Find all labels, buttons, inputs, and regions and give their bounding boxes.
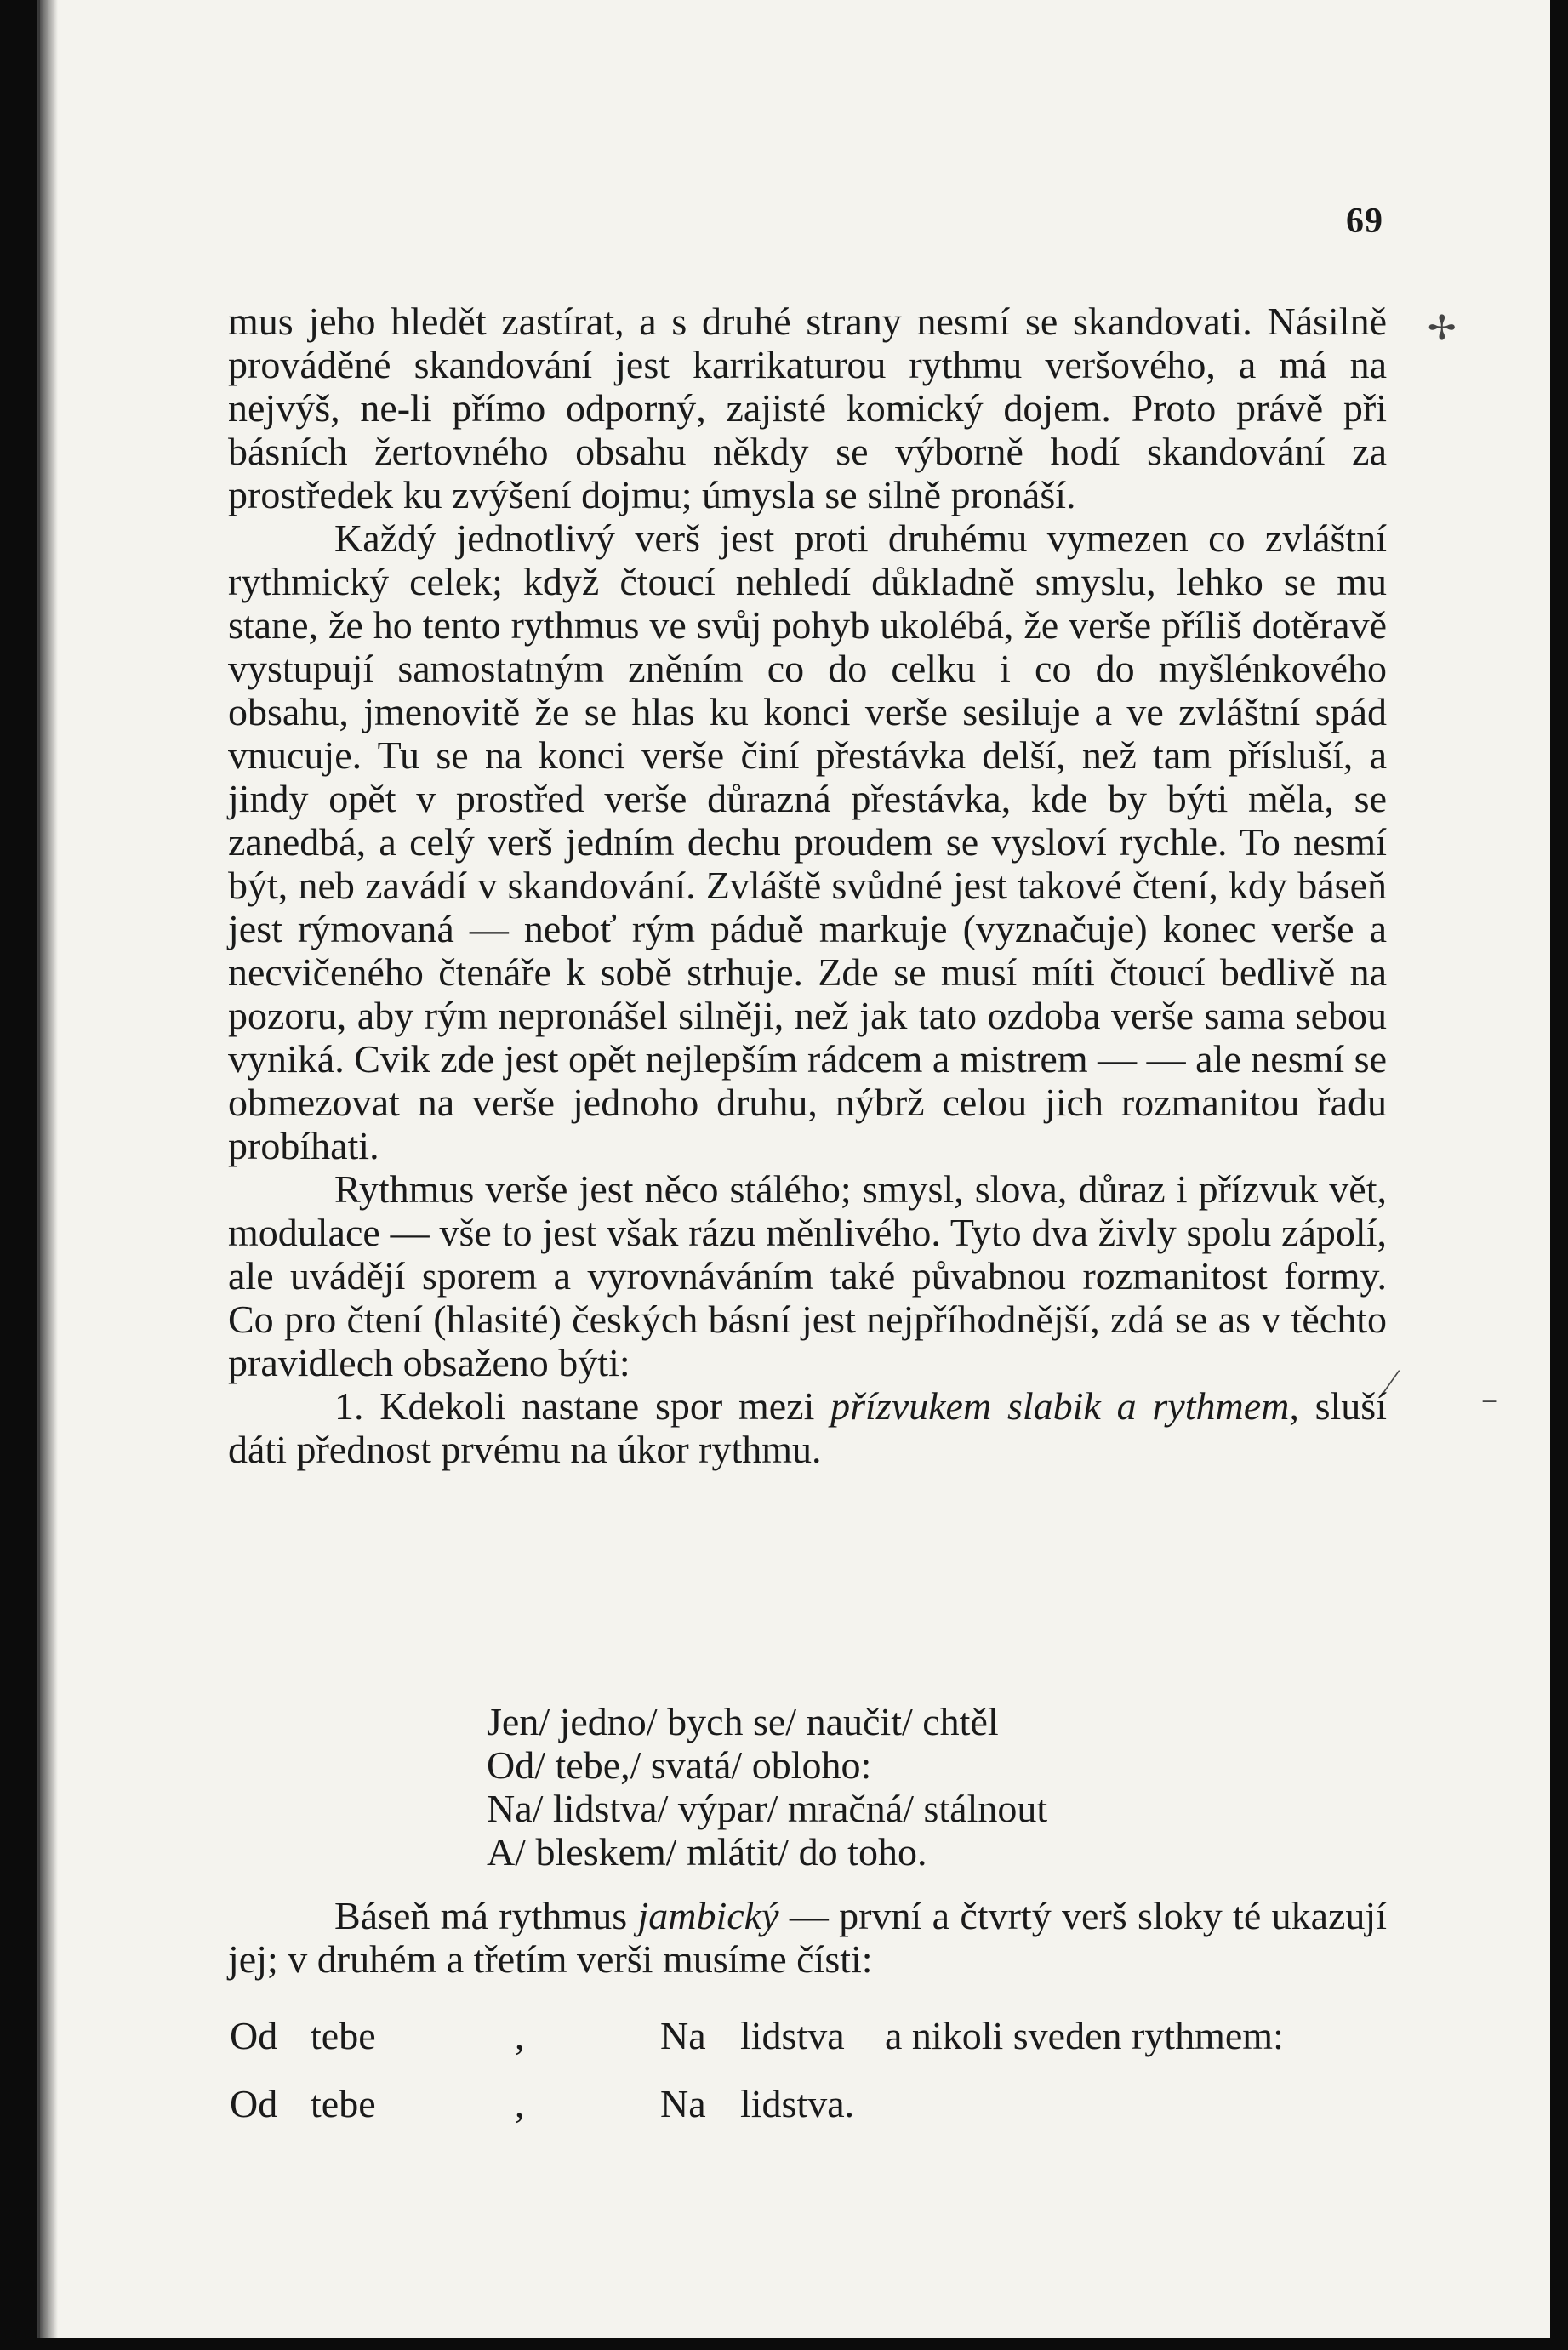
example-word: Na [660,2014,706,2057]
rule-1 [228,1384,1387,1471]
after-poem-text [228,1894,1387,1981]
poem-line: A/ bleskem/ mlátit/ do toho. [487,1830,927,1874]
after-emphasis: jambický [637,1894,779,1937]
example-comma: , [515,2014,525,2057]
binding-shadow [37,0,58,2338]
page-number: 69 [1346,202,1383,241]
poem-line: Na/ lidstva/ výpar/ mračná/ stálnout [487,1787,1048,1830]
rule-1-emphasis: přízvukem slabik a rythmem, [830,1384,1299,1428]
example-word: lidstva. [740,2082,855,2125]
after-paragraph [228,1894,1387,1981]
margin-mark: ⁄ [1388,1362,1394,1400]
example-word: tebe [311,2082,376,2125]
after-lead: Báseň má rythmus [334,1894,638,1937]
rule-1-tail: sluší dáti přednost prvému na úkor rythmu. [228,1384,1387,1471]
after-tail: — první a čtvrtý verš sloky té ukazují jej; v druhém a třetím verši musíme čísti: [228,1894,1387,1981]
poem-quote [487,1700,1047,1874]
example-note: a nikoli sveden rythmem: [885,2014,1284,2057]
poem-line: Od/ tebe,/ svatá/ obloho: [487,1743,872,1787]
paragraph-3: Rythmus verše jest něco stálého; smysl, slova, důraz i přízvuk vět, modulace — vše to jest však rázu měnlivého. Tyto dva živly spolu zápolí, ale uvádějí sporem a vyrovnáváním také půvabnou rozmanitost formy. Co pro čtení (hlasité) českých básní jest nejpříhodnější, zdá se as v těchto pravidlech obsaženo býti: [228,1167,1387,1384]
margin-mark: ⁻ [1480,1388,1499,1426]
example-word: tebe [311,2014,376,2057]
example-comma: , [515,2082,525,2125]
body-text [228,299,1387,1471]
example-word: Od [230,2014,278,2057]
poem-line: Jen/ jedno/ bych se/ naučit/ chtěl [487,1700,999,1743]
paragraph-2: Každý jednotlivý verš jest proti druhému vymezen co zvláštní rythmický celek; když čtoucí nehledí důkladně smyslu, lehko se mu stane, že ho tento rythmus ve svůj pohyb ukolébá, že verše příliš dotěravě vystupují samostatným zněním co do celku i co do myšlénkového obsahu, jmenovitě že se hlas ku konci verše sesiluje a ve zvláštní spád vnucuje. Tu se na konci verše činí přestávka delší, než tam přísluší, a jindy opět v prostřed verše důrazná přestávka, kde by býti měla, se zanedbá, a celý verš jedním dechu proudem se vysloví rychle. To nesmí být, neb zavádí v skandování. Zvláště svůdné jest takové čtení, kdy báseň jest rýmovaná — neboť rým páduě markuje (vyznačuje) konec verše a necvičeného čtenáře k sobě strhuje. Zde se musí míti čtoucí bedlivě na pozoru, aby rým nepronášel silněji, než jak tato ozdoba verše sama sebou vyniká. Cvik zde jest opět nejlepším rádcem a mistrem — — ale nesmí se obmezovat na verše jednoho druhu, nýbrž celou jich rozmanitou řadu probíhati. [228,516,1387,1167]
example-word: Na [660,2082,706,2125]
example-word: Od [230,2082,278,2125]
margin-mark: ✢ [1428,309,1457,347]
example-word: lidstva [740,2014,845,2057]
paragraph-1: mus jeho hledět zastírat, a s druhé strany nesmí se skandovati. Násilně prováděné skandování jest karrikaturou rythmu veršového, a má na nejvýš, ne-li přímo odporný, zajisté komický dojem. Proto právě při básních žertovného obsahu někdy se výborně hodí skandování za prostředek ku zvýšení dojmu; úmysla se silně pronáší. [228,299,1387,516]
rule-1-lead: 1. Kdekoli nastane spor mezi [334,1384,831,1428]
